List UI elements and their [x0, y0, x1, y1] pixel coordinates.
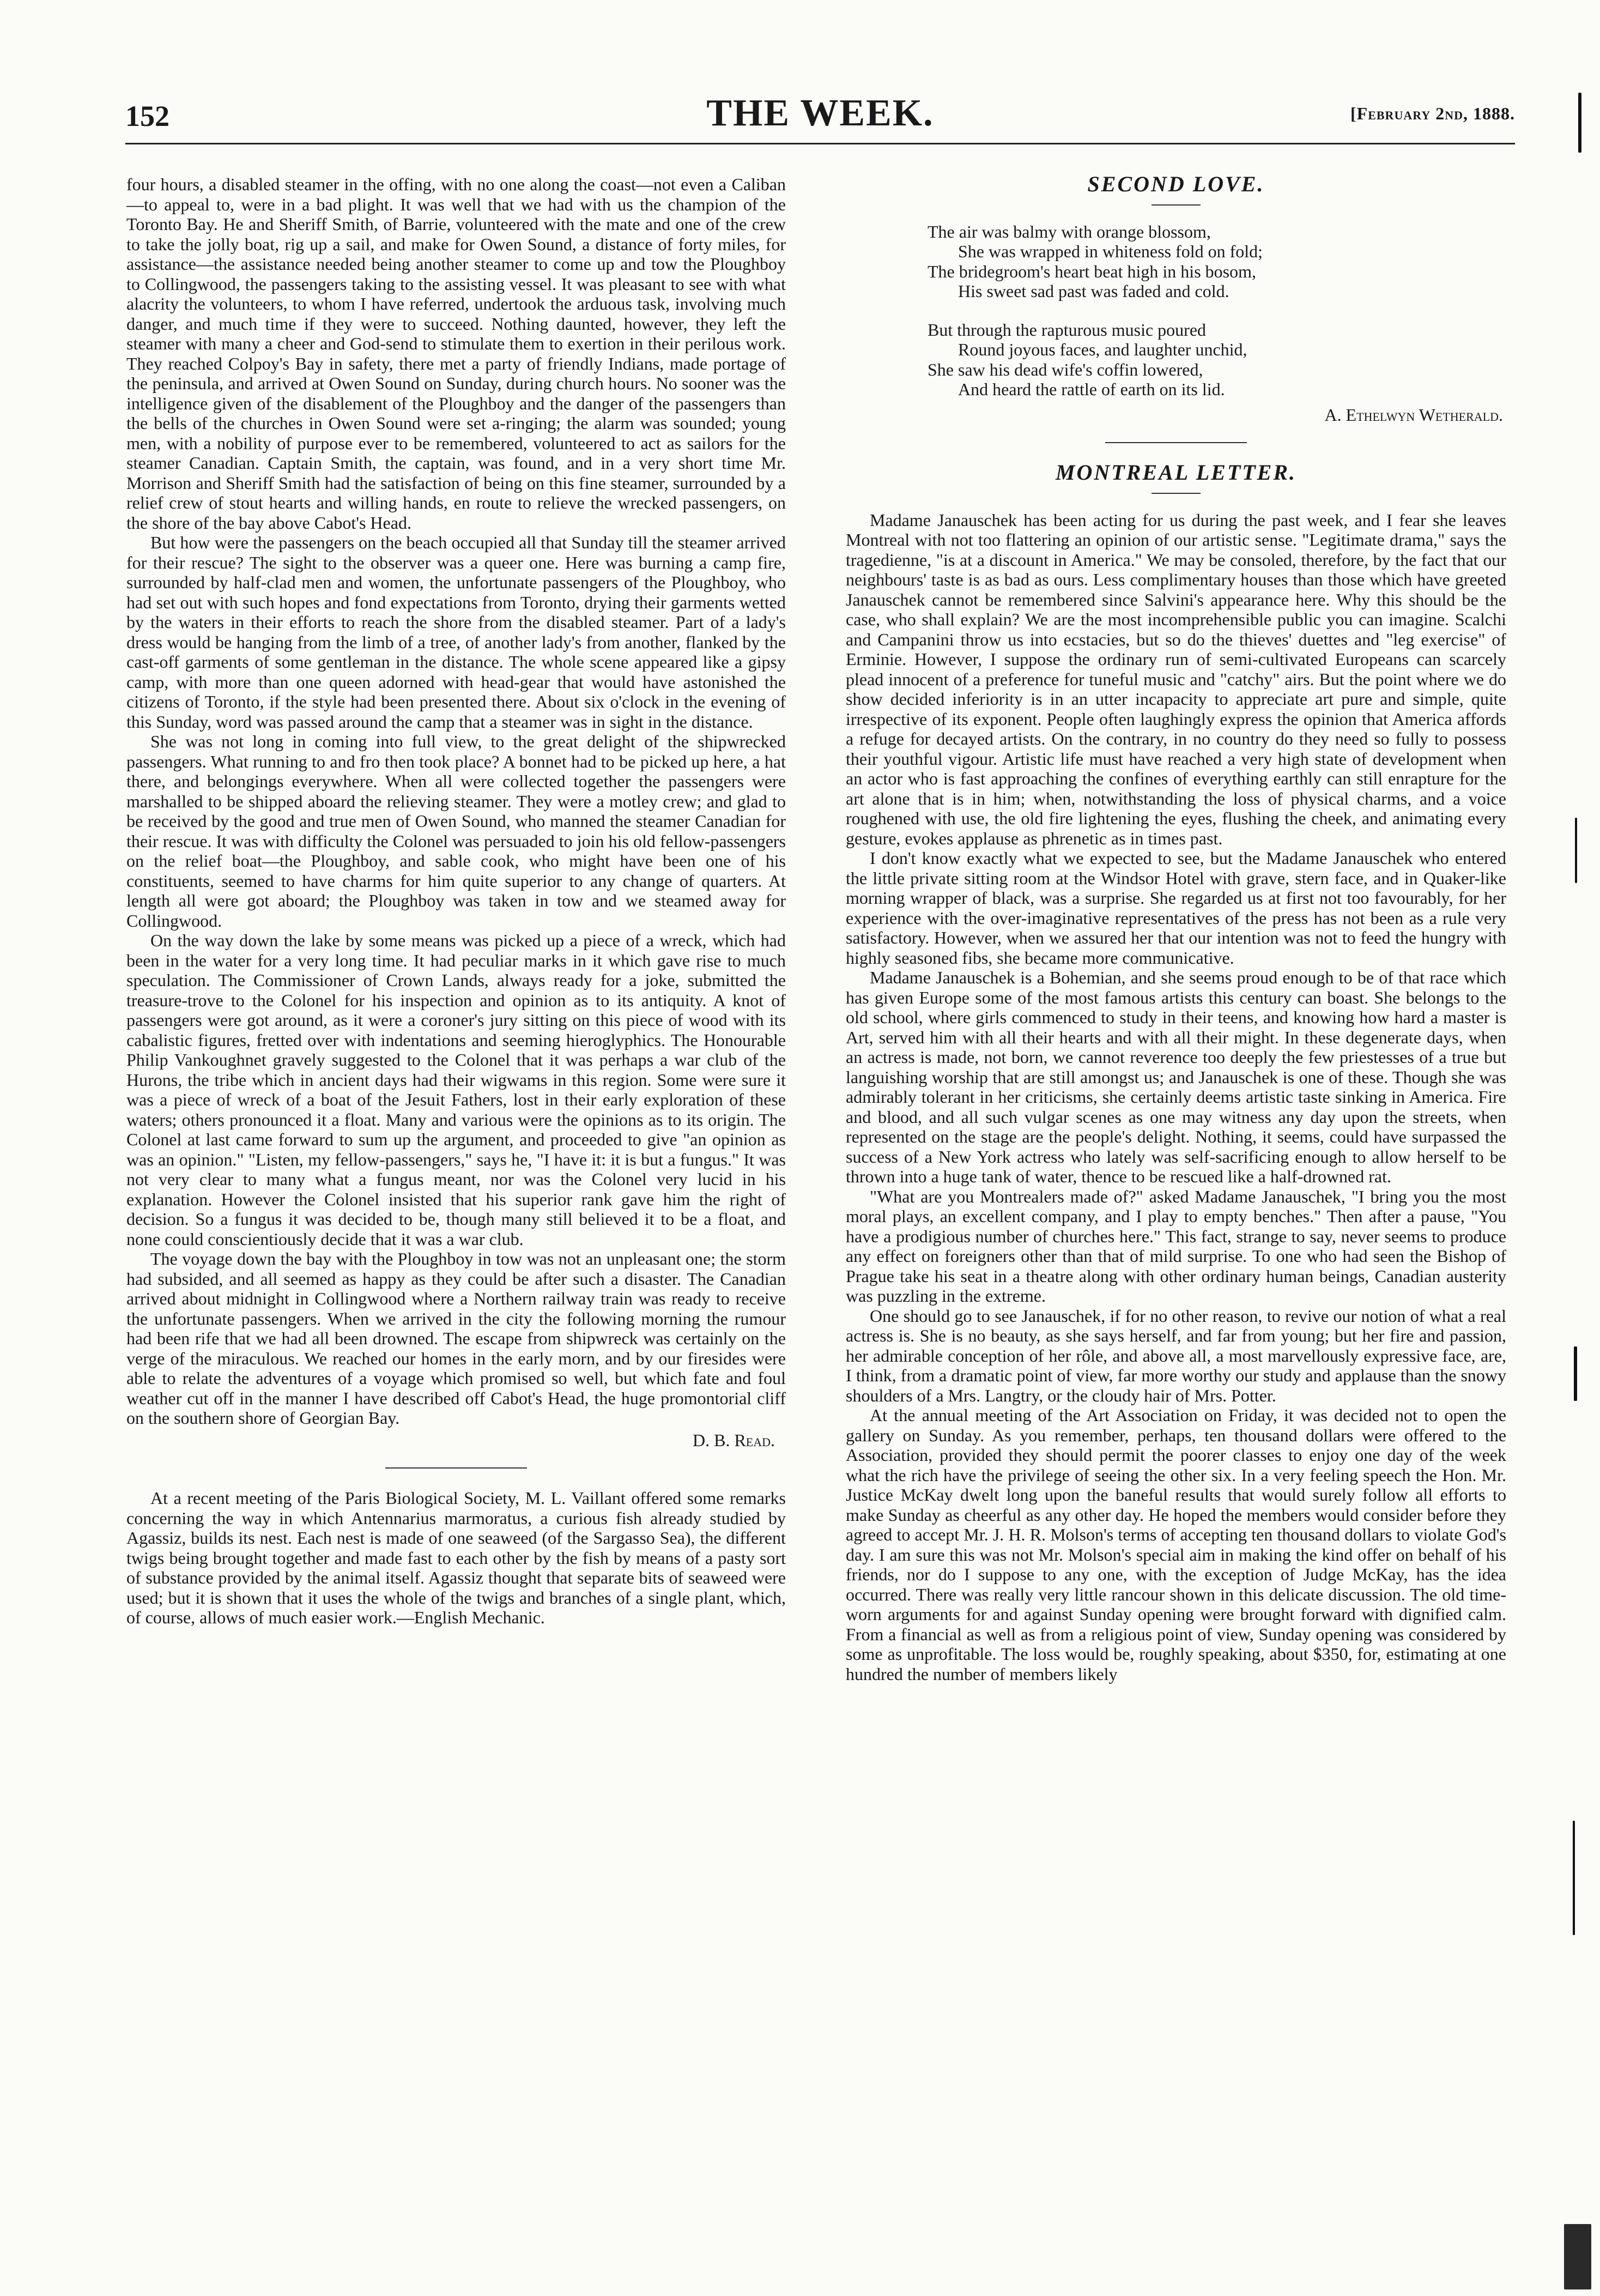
poem-line: Round joyous faces, and laughter unchid, — [958, 340, 1247, 359]
poem-line: But through the rapturous music poured — [928, 319, 1207, 340]
poem-line: The air was balmy with orange blossom, — [928, 221, 1211, 241]
letter-paragraph: "What are you Montrealers made of?" asked Madame Janauschek, "I bring you the most moral plays, an excellent company, and I play to empty benches." Then after a pause, "You have a prodigious number of churches here." This fact, strange to say, never seems to produce any effect on foreigners other than that of mild surprise. To one who had seen the Bishop of Prague take his seat in a theatre along with other ordinary human beings, Canadian austerity was puzzling in the extreme. — [846, 1186, 1506, 1306]
letter-paragraph: Madame Janauschek is a Bohemian, and she seems proud enough to be of that race which has given Europe some of the most famous artists this century can boast. She belongs to the old school, where girls commenced to study in their teens, and knowing how hard a master is Art, served him with all their hearts and with all their might. In these degenerate days, when an actress is made, not born, we cannot reverence too deeply the few priestesses of a true but languishing worship that are still amongst us; and Janauschek is one of these. Though she was admirably tolerant in her criticisms, she certainly deems artistic taste sinking in America. Fire and blood, and all such vulgar scenes as one may witness any day upon the streets, when represented on the stage are the people's delight. Nothing, it seems, could have surpassed the success of a New York actress who lately was self-sacrificing enough to allow herself to be thrown into a huge tank of water, thence to be rescued like a half-drowned rat. — [846, 968, 1506, 1186]
right-column — [846, 174, 1506, 1684]
article-paragraph: But how were the passengers on the beach occupied all that Sunday till the steamer arrived for their rescue? The sight to the observer was a queer one. Here was burning a camp fire, surrounded by half-clad men and women, the unfortunate passengers of the Ploughboy, who had set out with such hopes and fond expectations from Toronto, drying their garments wetted by the waters in their efforts to reach the shore from the disabled steamer. Part of a lady's dress would be hanging from the limb of a tree, of another lady's from another, flanked by the cast-off garments of some gentleman in the distance. The whole scene appeared like a gipsy camp, with more than one queen adorned with head-gear that would have astonished the citizens of Toronto, if the style had been presented there. About six o'clock in the evening of this Sunday, word was passed around the camp that a steamer was in sight in the distance. — [126, 533, 786, 732]
issue-date: [February 2nd, 1888. — [1350, 104, 1515, 123]
scan-mark — [1575, 818, 1577, 883]
article-paragraph: The voyage down the bay with the Ploughboy in tow was not an unpleasant one; the storm had subsided, and all seemed as happy as they could be after such a disaster. The Canadian arrived about midnight in Collingwood where a Northern railway train was ready to receive the unfortunate passengers. When we arrived in the city the following morning the rumour had been rife that we had all been drowned. The escape from shipwreck was certainly on the verge of the miraculous. We reached our homes in the early morn, and by our firesides were able to relate the adventures of a voyage which promised so well, but which fate and foul weather cut off in the manner I have described off Cabot's Head, the huge promontorial cliff on the southern shore of Georgian Bay. — [126, 1249, 786, 1428]
scan-mark — [1573, 1821, 1575, 1935]
letter-paragraph: I don't know exactly what we expected to see, but the Madame Janauschek who entered the little private sitting room at the Windsor Hotel with grave, stern face, and in Quaker-like morning wrapper of black, was a surprise. She regarded us at first not too favourably, for her experience with the over-imaginative representatives of the press has not been as a rule very satisfactory. However, when we assured her that our intention was not to feed the hungry with highly seasoned fibs, she became more communicative. — [846, 848, 1506, 968]
title-rule — [1151, 204, 1201, 206]
poem-author: A. Ethelwyn Wetherald. — [1324, 404, 1503, 425]
journal-title: THE WEEK. — [706, 92, 934, 134]
poem-line: She saw his dead wife's coffin lowered, — [928, 359, 1203, 379]
article-paragraph: four hours, a disabled steamer in the offing, with no one along the coast—not even a Caliban—to appeal to, were in a bad plight. It was well that we had with us the champion of the Toronto Bay. He and Sheriff Smith, of Barrie, volunteered with the mate and one of the crew to take the jolly boat, rig up a sail, and make for Owen Sound, a distance of forty miles, for assistance—the assistance needed being another steamer to come up and tow the Ploughboy to Collingwood, the passengers taking to the assisting vessel. It was pleasant to see with what alacrity the volunteers, to whom I have referred, undertook the arduous task, involving much danger, and much time if they were to succeed. Nothing daunted, however, they left the steamer with many a cheer and God-send to stimulate them to exertion in their perilous work. They reached Colpoy's Bay in safety, there met a party of friendly Indians, made portage of the peninsula, and arrived at Owen Sound on Sunday, during church hours. No sooner was the intelligence given of the disablement of the Ploughboy and the danger of the passengers than the bells of the churches in Owen Sound were set a-ringing; the alarm was sounded; young men, with a nobility of purpose ever to be remembered, volunteered to act as sailors for the steamer Canadian. Captain Smith, the captain, was found, and in a very short time Mr. Morrison and Sheriff Smith had the satisfaction of being on this fine steamer, surrounded by a relief crew of stout hearts and willing hands, en route to relieve the wrecked passengers, on the shore of the bay above Cabot's Head. — [126, 174, 786, 533]
article-paragraph: She was not long in coming into full view, to the great delight of the shipwrecked passengers. What running to and fro then took place? A bonnet had to be picked up here, a hat there, and belongings everywhere. When all were collected together the passengers were marshalled to be shipped aboard the relieving steamer. They were a motley crew; and glad to be received by the good and true men of Owen Sound, who manned the steamer Canadian for their rescue. It was with difficulty the Colonel was persuaded to join his old fellow-passengers on the relief boat—the Ploughboy, and sable cook, who might have been one of his constituents, seemed to have charms for him quite superior to any change of quarters. At length all were got aboard; the Ploughboy was taken in tow and we steamed away for Collingwood. — [126, 732, 786, 931]
stanza-gap — [928, 301, 1506, 320]
page-header — [125, 92, 1515, 135]
page-number: 152 — [125, 100, 169, 132]
poem-line: She was wrapped in whiteness fold on fold; — [958, 241, 1263, 261]
poem — [928, 222, 1506, 400]
article-paragraph: On the way down the lake by some means was picked up a piece of a wreck, which had been in the water for a very long time. It had peculiar marks in it which gave rise to much speculation. The Commissioner of Crown Lands, always ready for a joke, submitted the treasure-trove to the Colonel for his inspection and opinion as to its antiquity. A knot of passengers were got around, as it were a coroner's jury sitting on this piece of wood with its cabalistic figures, fretted over with indentations and seeming hieroglyphics. The Honourable Philip Vankoughnet gravely suggested to the Colonel that it was perhaps a war club of the Hurons, the tribe which in ancient days had their wigwams in this region. Some were sure it was a piece of wreck of a boat of the Jesuit Fathers, lost in their early exploration of these waters; others pronounced it a float. Many and various were the opinions as to its origin. The Colonel at last came forward to sum up the argument, and proceeded to give "an opinion as was an opinion." "Listen, my fellow-passengers," says he, "I have it: it is but a fungus." It was not very clear to many what a fungus meant, nor was the Colonel very lucid in his explanation. However the Colonel insisted that his superior rank gave him the right of decision. So a fungus it was decided to be, though many still believed it to be a float, and none could conscientiously decide that it was a war club. — [126, 931, 786, 1249]
letter-paragraph: At the annual meeting of the Art Association on Friday, it was decided not to open the gallery on Sunday. As you remember, perhaps, ten thousand dollars were offered to the Association, provided they should permit the poorer classes to enjoy one day of the week what the rich have the privilege of seeing the other six. In a very feeling speech the Hon. Mr. Justice McKay dwelt long upon the baneful results that would surely follow all efforts to make Sunday as cheerful as any other day. He hoped the members would consider before they agreed to accept Mr. J. H. R. Molson's terms of accepting ten thousand dollars to violate God's day. I am sure this was not Mr. Molson's special aim in making the kind offer on behalf of his friends, nor do I suppose to any one, with the exception of Judge McKay, has the idea occurred. There was really very little rancour shown in this delicate discussion. The old time-worn arguments for and against Sunday opening were brought forward with dignified calm. From a financial as well as from a religious point of view, Sunday opening was considered by some as unprofitable. The loss would be, roughly speaking, about $350, for, estimating at one hundred the number of members likely — [846, 1405, 1506, 1684]
shipwreck-article — [126, 174, 786, 1450]
montreal-letter — [846, 510, 1506, 1684]
section-divider — [385, 1467, 527, 1469]
title-rule — [1151, 493, 1201, 494]
science-note: At a recent meeting of the Paris Biological Society, M. L. Vaillant offered some remarks concerning the way in which Antennarius marmoratus, a curious fish already studied by Agassiz, builds its nest. Each nest is made of one seaweed (of the Sargasso Sea), the different twigs being brought together and made fast to each other by the fish by means of a pasty sort of substance provided by the animal itself. Agassiz thought that separate bits of seaweed were used; but it is shown that it uses the whole of the twigs and branches of a single plant, which, of course, allows of much easier work.—English Mechanic. — [126, 1488, 786, 1627]
poem-line: His sweet sad past was faded and cold. — [958, 281, 1229, 301]
poem-title: SECOND LOVE. — [1087, 172, 1265, 196]
poem-line: The bridegroom's heart beat high in his bosom, — [928, 261, 1256, 281]
letter-paragraph: One should go to see Janauschek, if for no other reason, to revive our notion of what a real actress is. She is no beauty, as she says herself, and far from young; but her fire and passion, her admirable conception of her rôle, and above all, a most marvellously expressive face, are, I think, from a dramatic point of view, far more worthy our study and applause than the snowy shoulders of a Mrs. Langtry, or the cloudy hair of Mrs. Potter. — [846, 1306, 1506, 1405]
scan-mark — [1564, 2224, 1591, 2289]
letter-paragraph: Madame Janauschek has been acting for us during the past week, and I fear she leaves Montreal with not too flattering an opinion of our artistic sense. "Legitimate drama," says the tragedienne, "is at a discount in America." We may be consoled, therefore, by the fact that our neighbours' taste is as bad as ours. Less complimentary houses than those which have greeted Janauschek cannot be remembered since Salvini's appearance here. Why this should be the case, who shall explain? We are the most incomprehensible public you can imagine. Scalchi and Campanini throw us into ecstacies, but so do the thieves' duettes and "leg exercise" of Erminie. However, I suppose the ordinary run of semi-cultivated Europeans can scarcely plead innocent of a preference for tuneful music and "catchy" airs. But the point where we do show decided inferiority is in an utter incapacity to appreciate art pure and simple, quite irrespective of its exponent. People often laughingly express the opinion that America affords a refuge for decayed artists. On the contrary, in no country do they need so fully to possess their youthful vigour. Artistic life must have reached a very high state of development when an actor who is fast approaching the confines of everything earthly can still enrapture for the art alone that is in him; when, notwithstanding the loss of physical charms, and a voice roughened with use, the old fire lightening the eyes, flushing the cheek, and animating every gesture, evokes applause as phrenetic as in times past. — [846, 510, 1506, 848]
left-column — [126, 174, 786, 1628]
scan-mark — [1578, 93, 1581, 153]
poem-line: And heard the rattle of earth on its lid. — [958, 379, 1225, 399]
article-signature: D. B. Read. — [692, 1430, 775, 1450]
section-divider — [1105, 442, 1247, 443]
header-rule — [125, 143, 1515, 144]
scan-mark — [1574, 1346, 1577, 1401]
letter-title: MONTREAL LETTER. — [1055, 460, 1297, 485]
